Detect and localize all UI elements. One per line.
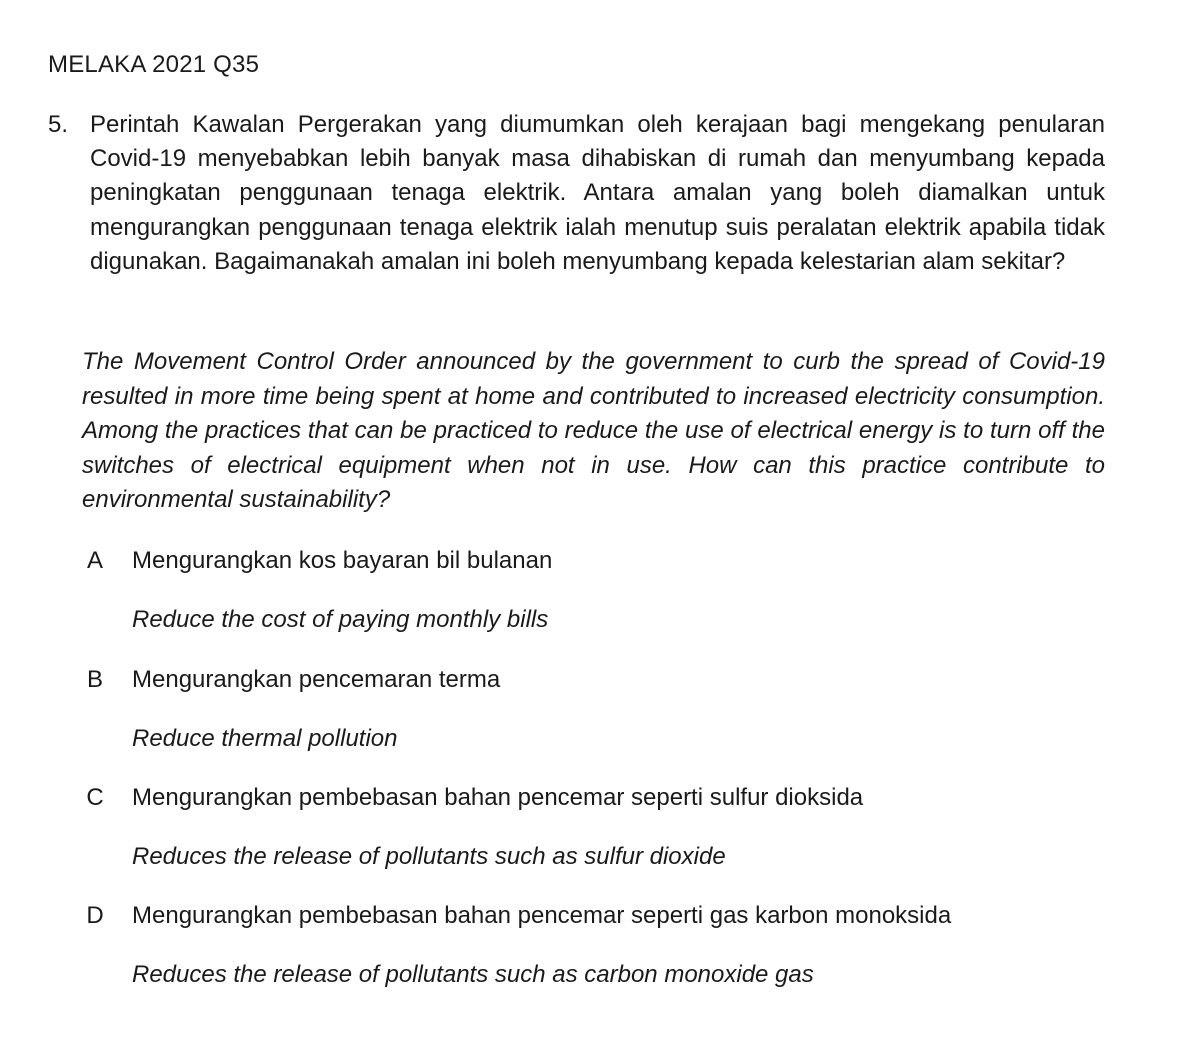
option-c-letter[interactable]: C xyxy=(86,784,104,811)
question-number: 5. xyxy=(48,111,69,138)
option-b-text-malay[interactable]: Mengurangkan pencemaran terma xyxy=(132,666,501,693)
option-a-text-malay[interactable]: Mengurangkan kos bayaran bil bulanan xyxy=(132,547,553,574)
option-c-text-malay[interactable]: Mengurangkan pembebasan bahan pencemar seperti sulfur dioksida xyxy=(132,784,864,811)
question-text-malay: Perintah Kawalan Pergerakan yang diumumkan oleh kerajaan bagi mengekang penularan Covid-19 menyebabkan lebih banyak masa dihabiskan di rumah dan menyumbang kepada peningkatan penggunaan tenaga elektrik. Antara amalan yang boleh diamalkan untuk mengurangkan penggunaan tenaga elektrik ialah menutup suis peralatan elektrik apabila tidak digunakan. Bagaimanakah amalan ini boleh menyumbang kepada kelestarian alam sekitar? xyxy=(90,111,1105,275)
question-text-english: The Movement Control Order announced by the government to curb the spread of Covid-19 resulted in more time being spent at home and contributed to increased electricity consumption. Among the practices that can be practiced to reduce the use of electrical energy is to turn off the switches of electrical equipment when not in use. How can this practice contribute to environmental sustainability? xyxy=(82,348,1105,513)
option-c-text-english[interactable]: Reduces the release of pollutants such as sulfur dioxide xyxy=(132,843,726,870)
option-d-text-malay[interactable]: Mengurangkan pembebasan bahan pencemar seperti gas karbon monoksida xyxy=(132,902,952,929)
option-d-text-english[interactable]: Reduces the release of pollutants such as carbon monoxide gas xyxy=(132,961,814,988)
option-b-letter[interactable]: B xyxy=(86,666,103,693)
option-a-text-english[interactable]: Reduce the cost of paying monthly bills xyxy=(132,606,549,633)
option-d-letter[interactable]: D xyxy=(86,902,104,929)
exam-header: MELAKA 2021 Q35 xyxy=(48,51,260,78)
option-a-letter[interactable]: A xyxy=(86,547,103,574)
option-b-text-english[interactable]: Reduce thermal pollution xyxy=(132,725,398,752)
